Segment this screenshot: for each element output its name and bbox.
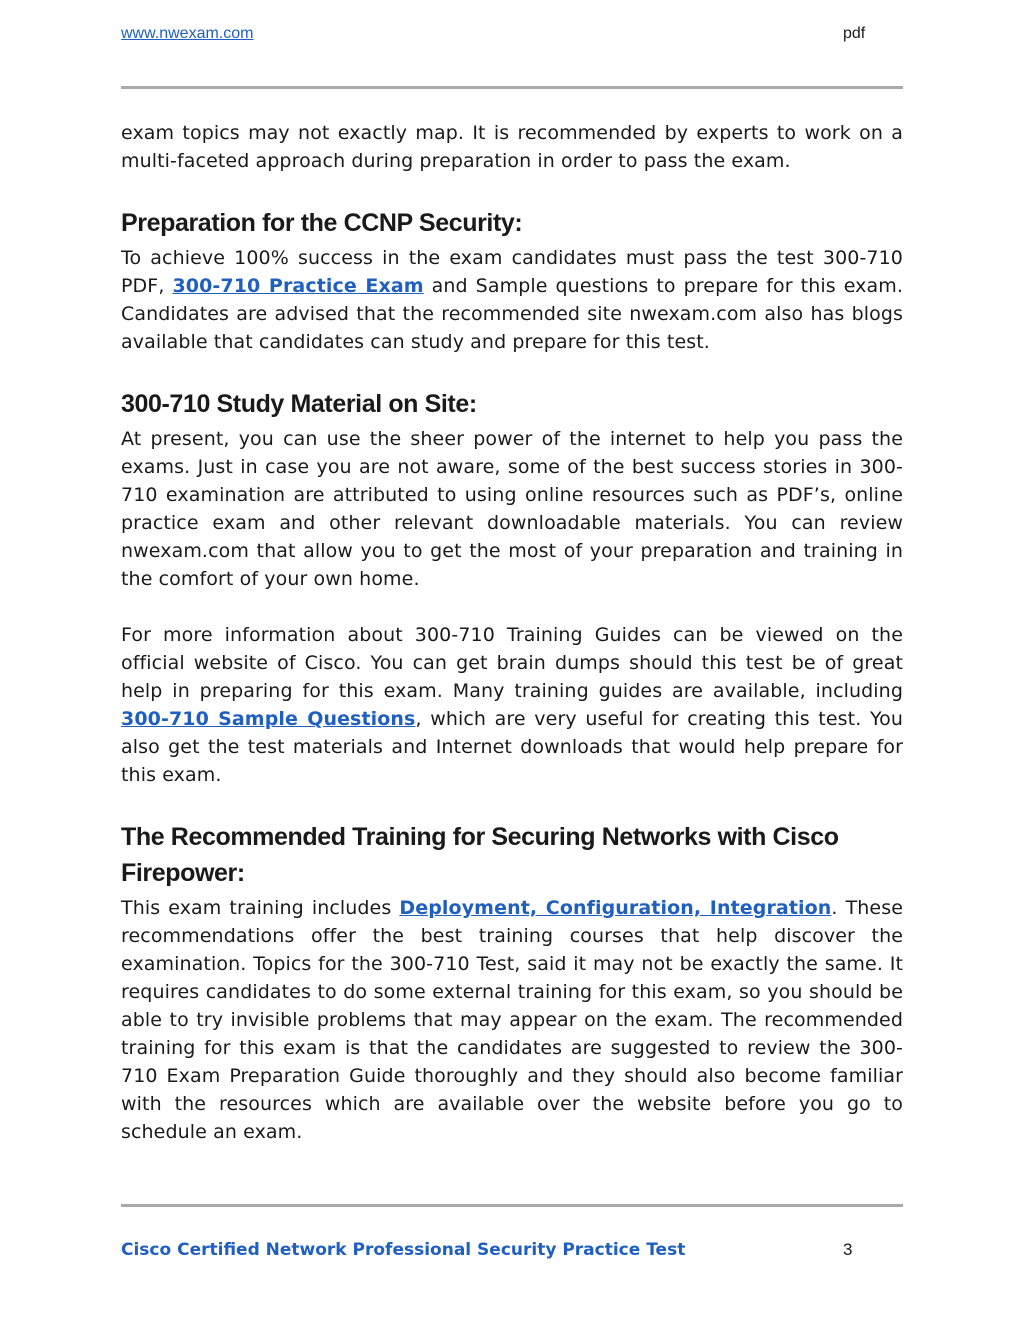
preparation-paragraph (121, 244, 903, 356)
footer-divider (121, 1204, 903, 1207)
practice-exam-link[interactable]: 300-710 Practice Exam (172, 275, 424, 297)
header-divider (121, 86, 903, 89)
deployment-configuration-link[interactable]: Deployment, Configuration, Integration (399, 897, 832, 919)
section-heading-recommended-training: The Recommended Training for Securing Networks with Cisco Firepower: (121, 823, 839, 887)
site-link[interactable]: www.nwexam.com (121, 25, 254, 42)
section-heading-study-material: 300-710 Study Material on Site: (121, 390, 477, 418)
text-run: . These recommendations offer the best training courses that help discover the examination. Topics for the 300-710 Test, said it may not be exactly the same. It requires candidates to do some external training for this exam, so you should be able to try invisible problems that may appear on the exam. The recommended training for this exam is that the candidates are suggested to review the 300-710 Exam Preparation Guide thoroughly and they should also become familiar with the resources which are available over the website before you go to schedule an exam. (121, 897, 903, 1143)
intro-paragraph: exam topics may not exactly map. It is recommended by experts to work on a multi-faceted approach during preparation in order to pass the exam. (121, 122, 903, 172)
text-run: This exam training includes (121, 897, 400, 919)
doc-type-label: pdf (843, 25, 866, 42)
section-heading-preparation: Preparation for the CCNP Security: (121, 209, 523, 237)
text-run: and Sample questions to prepare for this exam. Candidates are advised that the recommended site nwexam.com also has blogs available that candidates can study and prepare for this test. (121, 275, 904, 353)
page-body (121, 119, 903, 1146)
training-guides-paragraph (121, 621, 903, 789)
footer-title: Cisco Certified Network Professional Security Practice Test (121, 1240, 686, 1260)
recommended-training-paragraph (121, 894, 903, 1146)
sample-questions-link[interactable]: 300-710 Sample Questions (121, 708, 416, 730)
text-run: For more information about 300-710 Training Guides can be viewed on the official website of Cisco. You can get brain dumps should this test be of great help in preparing for this exam. Many training guides are available, including (121, 624, 903, 702)
text-run: , which are very useful for creating this test. You also get the test materials and Internet downloads that would help prepare for this exam. (121, 708, 903, 786)
study-material-paragraph: At present, you can use the sheer power of the internet to help you pass the exams. Just in case you are not aware, some of the best success stories in 300-710 examination are attributed to using online resources such as PDF’s, online practice exam and other relevant downloadable materials. You can review nwexam.com that allow you to get the most of your preparation and training in the comfort of your own home. (121, 428, 903, 590)
page-number: 3 (843, 1240, 853, 1259)
text-run: To achieve 100% success in the exam candidates must pass the test 300-710 PDF, (121, 247, 903, 297)
